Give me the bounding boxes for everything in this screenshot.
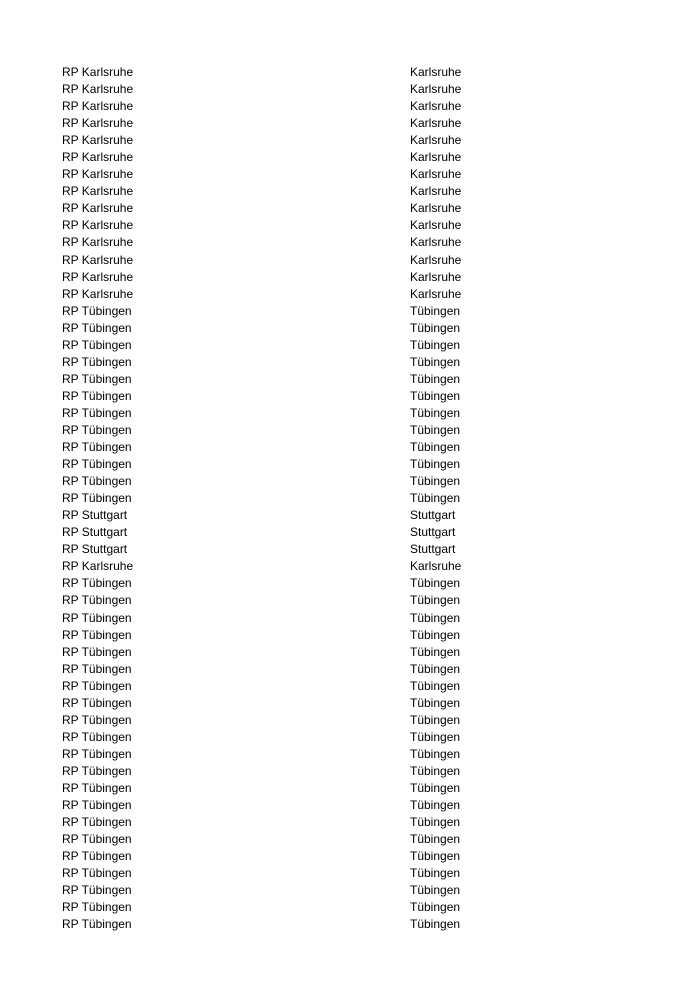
region-cell: RP Karlsruhe: [62, 201, 134, 216]
table-row: [62, 64, 482, 81]
region-cell: RP Tübingen: [62, 712, 132, 727]
table-row: [62, 916, 482, 933]
city-cell: Tübingen: [410, 849, 461, 864]
region-cell: RP Tübingen: [62, 883, 132, 898]
table-row: [62, 320, 482, 337]
region-cell: RP Tübingen: [62, 457, 132, 472]
table-row: [62, 661, 482, 678]
region-cell: RP Karlsruhe: [62, 65, 134, 79]
table-row: [62, 439, 482, 456]
region-cell: RP Tübingen: [62, 422, 132, 437]
table-row: [62, 644, 482, 661]
city-cell: Tübingen: [410, 832, 461, 847]
table-row: [62, 831, 482, 848]
city-cell: Tübingen: [410, 712, 461, 727]
city-cell: Tübingen: [410, 763, 461, 778]
region-cell: RP Tübingen: [62, 900, 132, 915]
table-row: [62, 252, 482, 269]
city-cell: Tübingen: [410, 422, 461, 437]
region-cell: RP Karlsruhe: [62, 218, 134, 233]
region-cell: RP Tübingen: [62, 644, 132, 659]
region-cell: RP Tübingen: [62, 746, 132, 761]
region-cell: RP Tübingen: [62, 303, 132, 318]
city-cell: Karlsruhe: [410, 269, 462, 284]
city-cell: Tübingen: [410, 729, 461, 744]
city-cell: Karlsruhe: [410, 116, 462, 131]
city-cell: Karlsruhe: [410, 82, 462, 97]
region-cell: RP Tübingen: [62, 763, 132, 778]
table-row: [62, 115, 482, 132]
region-cell: RP Karlsruhe: [62, 559, 134, 574]
table-row: [62, 132, 482, 149]
table-row: [62, 303, 482, 320]
city-cell: Tübingen: [410, 883, 461, 898]
city-cell: Tübingen: [410, 798, 461, 813]
table-row: [62, 610, 482, 627]
table-row: [62, 592, 482, 609]
region-cell: RP Tübingen: [62, 780, 132, 795]
table-row: [62, 81, 482, 98]
city-cell: Karlsruhe: [410, 218, 462, 233]
city-cell: Karlsruhe: [410, 286, 462, 301]
city-cell: Tübingen: [410, 354, 461, 369]
table-row: [62, 524, 482, 541]
city-cell: Tübingen: [410, 678, 461, 693]
region-cell: RP Stuttgart: [62, 508, 128, 523]
region-cell: RP Tübingen: [62, 678, 132, 693]
table-row: [62, 865, 482, 882]
table-row: [62, 882, 482, 899]
city-cell: Tübingen: [410, 780, 461, 795]
region-cell: RP Tübingen: [62, 815, 132, 830]
region-cell: RP Tübingen: [62, 695, 132, 710]
table-row: [62, 899, 482, 916]
table-row: [62, 269, 482, 286]
city-cell: Tübingen: [410, 440, 461, 455]
table-row: [62, 729, 482, 746]
table-row: [62, 507, 482, 524]
city-cell: Karlsruhe: [410, 150, 462, 165]
city-cell: Karlsruhe: [410, 99, 462, 114]
city-cell: Tübingen: [410, 917, 461, 932]
city-cell: Tübingen: [410, 900, 461, 915]
region-cell: RP Tübingen: [62, 440, 132, 455]
table-row: [62, 490, 482, 507]
table-row: [62, 763, 482, 780]
region-cell: RP Tübingen: [62, 917, 132, 932]
city-cell: Karlsruhe: [410, 184, 462, 199]
city-cell: Tübingen: [410, 593, 461, 608]
table-row: [62, 797, 482, 814]
city-cell: Tübingen: [410, 576, 461, 591]
city-cell: Karlsruhe: [410, 201, 462, 216]
city-cell: Tübingen: [410, 320, 461, 335]
region-cell: RP Tübingen: [62, 866, 132, 881]
region-cell: RP Karlsruhe: [62, 252, 134, 267]
region-cell: RP Tübingen: [62, 729, 132, 744]
region-cell: RP Tübingen: [62, 798, 132, 813]
city-cell: Tübingen: [410, 815, 461, 830]
table-row: [62, 627, 482, 644]
table-row: [62, 234, 482, 251]
table-row: [62, 780, 482, 797]
region-cell: RP Tübingen: [62, 354, 132, 369]
city-cell: Karlsruhe: [410, 252, 462, 267]
table-row: [62, 149, 482, 166]
table-row: [62, 388, 482, 405]
table-row: [62, 166, 482, 183]
region-cell: RP Stuttgart: [62, 542, 128, 557]
table-row: [62, 695, 482, 712]
region-cell: RP Tübingen: [62, 320, 132, 335]
table-row: [62, 814, 482, 831]
city-cell: Tübingen: [410, 371, 461, 386]
city-cell: Tübingen: [410, 405, 461, 420]
region-cell: RP Karlsruhe: [62, 235, 134, 250]
city-cell: Karlsruhe: [410, 65, 462, 79]
table-row: [62, 558, 482, 575]
region-cell: RP Karlsruhe: [62, 133, 134, 148]
city-cell: Tübingen: [410, 661, 461, 676]
city-cell: Karlsruhe: [410, 133, 462, 148]
table-row: [62, 541, 482, 558]
table-row: [62, 746, 482, 763]
city-cell: Karlsruhe: [410, 167, 462, 182]
region-cell: RP Tübingen: [62, 627, 132, 642]
region-cell: RP Karlsruhe: [62, 99, 134, 114]
region-cell: RP Karlsruhe: [62, 116, 134, 131]
region-cell: RP Tübingen: [62, 371, 132, 386]
region-cell: RP Tübingen: [62, 388, 132, 403]
table-row: [62, 678, 482, 695]
table-row: [62, 456, 482, 473]
city-cell: Tübingen: [410, 337, 461, 352]
city-cell: Tübingen: [410, 491, 461, 506]
data-table: [62, 64, 482, 933]
table-row: [62, 337, 482, 354]
region-cell: RP Stuttgart: [62, 525, 128, 540]
region-cell: RP Karlsruhe: [62, 82, 134, 97]
table-row: [62, 371, 482, 388]
table-row: [62, 575, 482, 592]
region-cell: RP Tübingen: [62, 661, 132, 676]
region-cell: RP Tübingen: [62, 610, 132, 625]
city-cell: Stuttgart: [410, 525, 456, 540]
city-cell: Tübingen: [410, 610, 461, 625]
city-cell: Stuttgart: [410, 508, 456, 523]
region-cell: RP Karlsruhe: [62, 167, 134, 182]
region-cell: RP Tübingen: [62, 474, 132, 489]
table-row: [62, 98, 482, 115]
city-cell: Tübingen: [410, 303, 461, 318]
table-row: [62, 354, 482, 371]
region-cell: RP Tübingen: [62, 849, 132, 864]
region-cell: RP Tübingen: [62, 405, 132, 420]
region-cell: RP Karlsruhe: [62, 286, 134, 301]
table-row: [62, 286, 482, 303]
table-row: [62, 848, 482, 865]
region-cell: RP Tübingen: [62, 337, 132, 352]
table-row: [62, 183, 482, 200]
table-row: [62, 712, 482, 729]
region-cell: RP Karlsruhe: [62, 269, 134, 284]
city-cell: Tübingen: [410, 474, 461, 489]
table-row: [62, 405, 482, 422]
city-cell: Tübingen: [410, 388, 461, 403]
table-row: [62, 217, 482, 234]
region-cell: RP Tübingen: [62, 576, 132, 591]
city-cell: Karlsruhe: [410, 235, 462, 250]
city-cell: Tübingen: [410, 746, 461, 761]
table-row: [62, 200, 482, 217]
city-cell: Stuttgart: [410, 542, 456, 557]
city-cell: Tübingen: [410, 627, 461, 642]
city-cell: Tübingen: [410, 866, 461, 881]
table-row: [62, 422, 482, 439]
city-cell: Karlsruhe: [410, 559, 462, 574]
region-cell: RP Karlsruhe: [62, 184, 134, 199]
city-cell: Tübingen: [410, 644, 461, 659]
city-cell: Tübingen: [410, 457, 461, 472]
city-cell: Tübingen: [410, 695, 461, 710]
table-row: [62, 473, 482, 490]
region-cell: RP Tübingen: [62, 593, 132, 608]
region-cell: RP Tübingen: [62, 491, 132, 506]
region-cell: RP Tübingen: [62, 832, 132, 847]
region-cell: RP Karlsruhe: [62, 150, 134, 165]
